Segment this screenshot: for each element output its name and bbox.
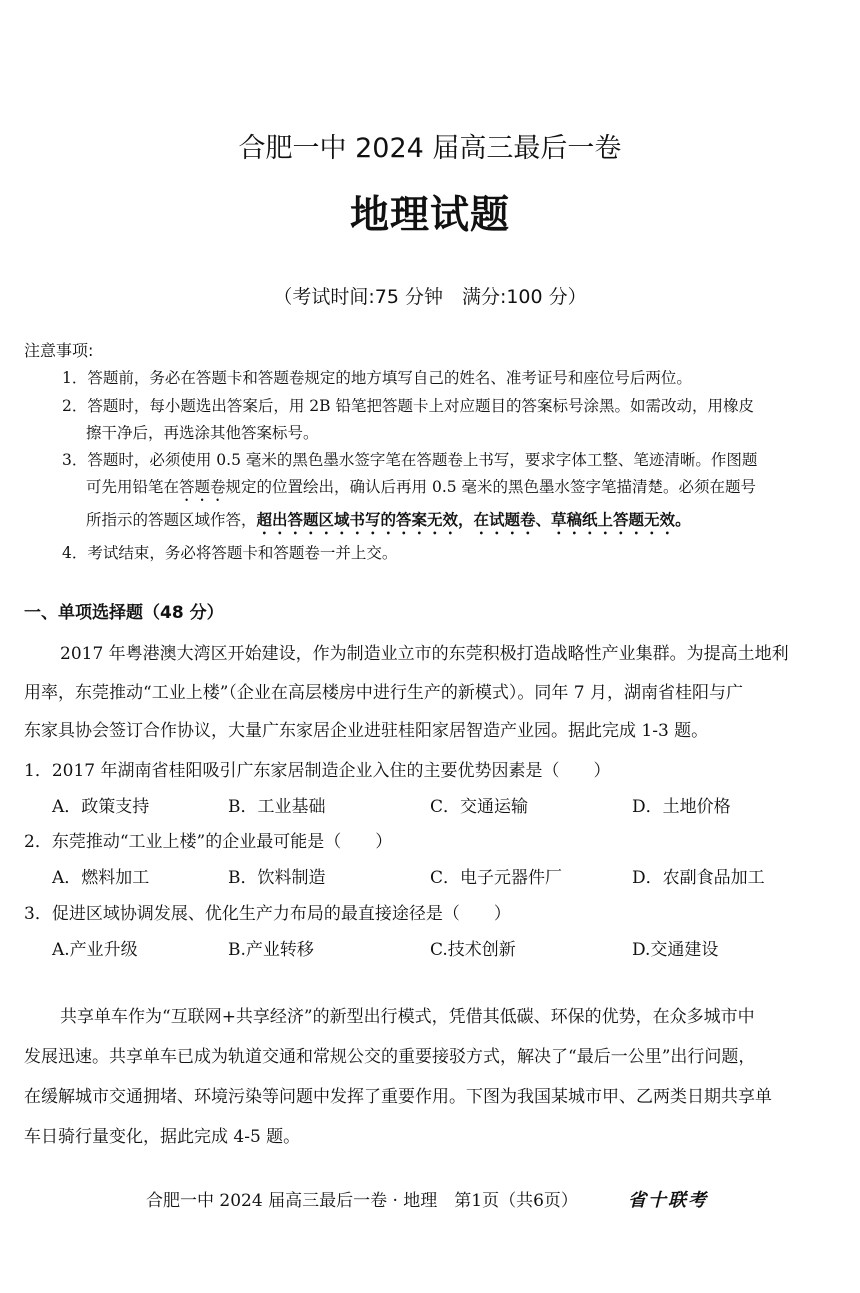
question-3-stem: 3．促进区域协调发展、优化生产力布局的最直接途径是（ ） [24, 904, 511, 924]
question-3-option-d: D.交通建设 [632, 940, 719, 960]
question-3-option-b: B.产业转移 [228, 940, 314, 960]
notice-text: 。 [675, 511, 691, 529]
passage-1-line-3: 东家具协会签订合作协议，大量广东家居企业进驻桂阳家居智造产业园。据此完成 1-3 题。 [24, 721, 709, 741]
question-2-option-d: D．农副食品加工 [632, 868, 765, 888]
emphasized-text: 答题卷 [179, 478, 226, 496]
section-heading: 一、单项选择题（48 分） [24, 603, 224, 623]
notice-item-3-line-1: 3．答题时，必须使用 0.5 毫米的黑色墨水签字笔在答题卷上书写，要求字体工整、笔迹清晰。作图题 [62, 451, 758, 469]
question-1-stem: 1．2017 年湖南省桂阳吸引广东家居制造企业入住的主要优势因素是（ ） [24, 761, 611, 781]
notice-text: ， [458, 511, 474, 529]
passage-2-line-4: 车日骑行量变化，据此完成 4-5 题。 [24, 1127, 301, 1147]
page-footer: 合肥一中 2024 届高三最后一卷 · 地理 第1页（共6页） [146, 1191, 578, 1211]
notice-heading: 注意事项: [24, 341, 94, 360]
exam-title: 合肥一中 2024 届高三最后一卷 [238, 133, 622, 164]
question-3-option-a: A.产业升级 [52, 940, 138, 960]
notice-text: 规定的位置绘出，确认后再用 0.5 毫米的黑色墨水签字笔描清楚。必须在题号 [225, 478, 757, 496]
question-2-option-a: A．燃料加工 [52, 868, 150, 888]
passage-2-line-1: 共享单车作为“互联网+共享经济”的新型出行模式，凭借其低碳、环保的优势，在众多城市中 [60, 1007, 755, 1027]
question-2-stem: 2．东莞推动“工业上楼”的企业最可能是（ ） [24, 832, 393, 852]
notice-item-4: 4．考试结束，务必将答题卡和答题卷一并上交。 [62, 544, 398, 562]
subject-title: 地理试题 [349, 192, 510, 238]
notice-item-2-line-1: 2．答题时，每小题选出答案后，用 2B 铅笔把答题卡上对应题目的答案标号涂黑。如需改动，用橡皮 [62, 397, 754, 415]
passage-2-line-2: 发展迅速。共享单车已成为轨道交通和常规公交的重要接驳方式，解决了“最后一公里”出行问题， [24, 1047, 756, 1067]
notice-item-3-line-2 [86, 475, 756, 505]
question-1-option-a: A．政策支持 [52, 797, 150, 817]
footer-brand-mark: 省十联考 [628, 1190, 708, 1211]
passage-1-line-2: 用率，东莞推动“工业上楼”（企业在高层楼房中进行生产的新模式）。同年 7 月，湖南省桂阳与广 [24, 683, 744, 703]
question-2-option-c: C．电子元器件厂 [430, 868, 563, 888]
passage-1-line-1: 2017 年粤港澳大湾区开始建设，作为制造业立市的东莞积极打造战略性产业集群。为提高土地利 [60, 644, 789, 664]
notice-item-3-line-3 [86, 508, 691, 538]
notice-text: 可先用铅笔在 [86, 478, 180, 496]
question-2-option-b: B．饮料制造 [228, 868, 326, 888]
question-1-option-d: D．土地价格 [632, 797, 731, 817]
emphasized-text: 超出答题区域书写的答案无效 [256, 511, 459, 529]
question-1-option-b: B．工业基础 [228, 797, 326, 817]
question-3-option-c: C.技术创新 [430, 940, 516, 960]
passage-2-line-3: 在缓解城市交通拥堵、环境污染等问题中发挥了重要作用。下图为我国某城市甲、乙两类日期共享单 [24, 1087, 772, 1107]
notice-item-1: 1．答题前，务必在答题卡和答题卷规定的地方填写自己的姓名、准考证号和座位号后两位。 [62, 369, 692, 387]
exam-info: （考试时间:75 分钟 满分:100 分） [273, 286, 587, 308]
notice-item-2-line-2: 擦干净后，再选涂其他答案标号。 [86, 424, 319, 442]
notice-text: 所指示的答题区域作答， [86, 511, 257, 529]
question-1-option-c: C．交通运输 [430, 797, 529, 817]
emphasized-text: 在试题卷、草稿纸上答题无效 [473, 511, 676, 529]
